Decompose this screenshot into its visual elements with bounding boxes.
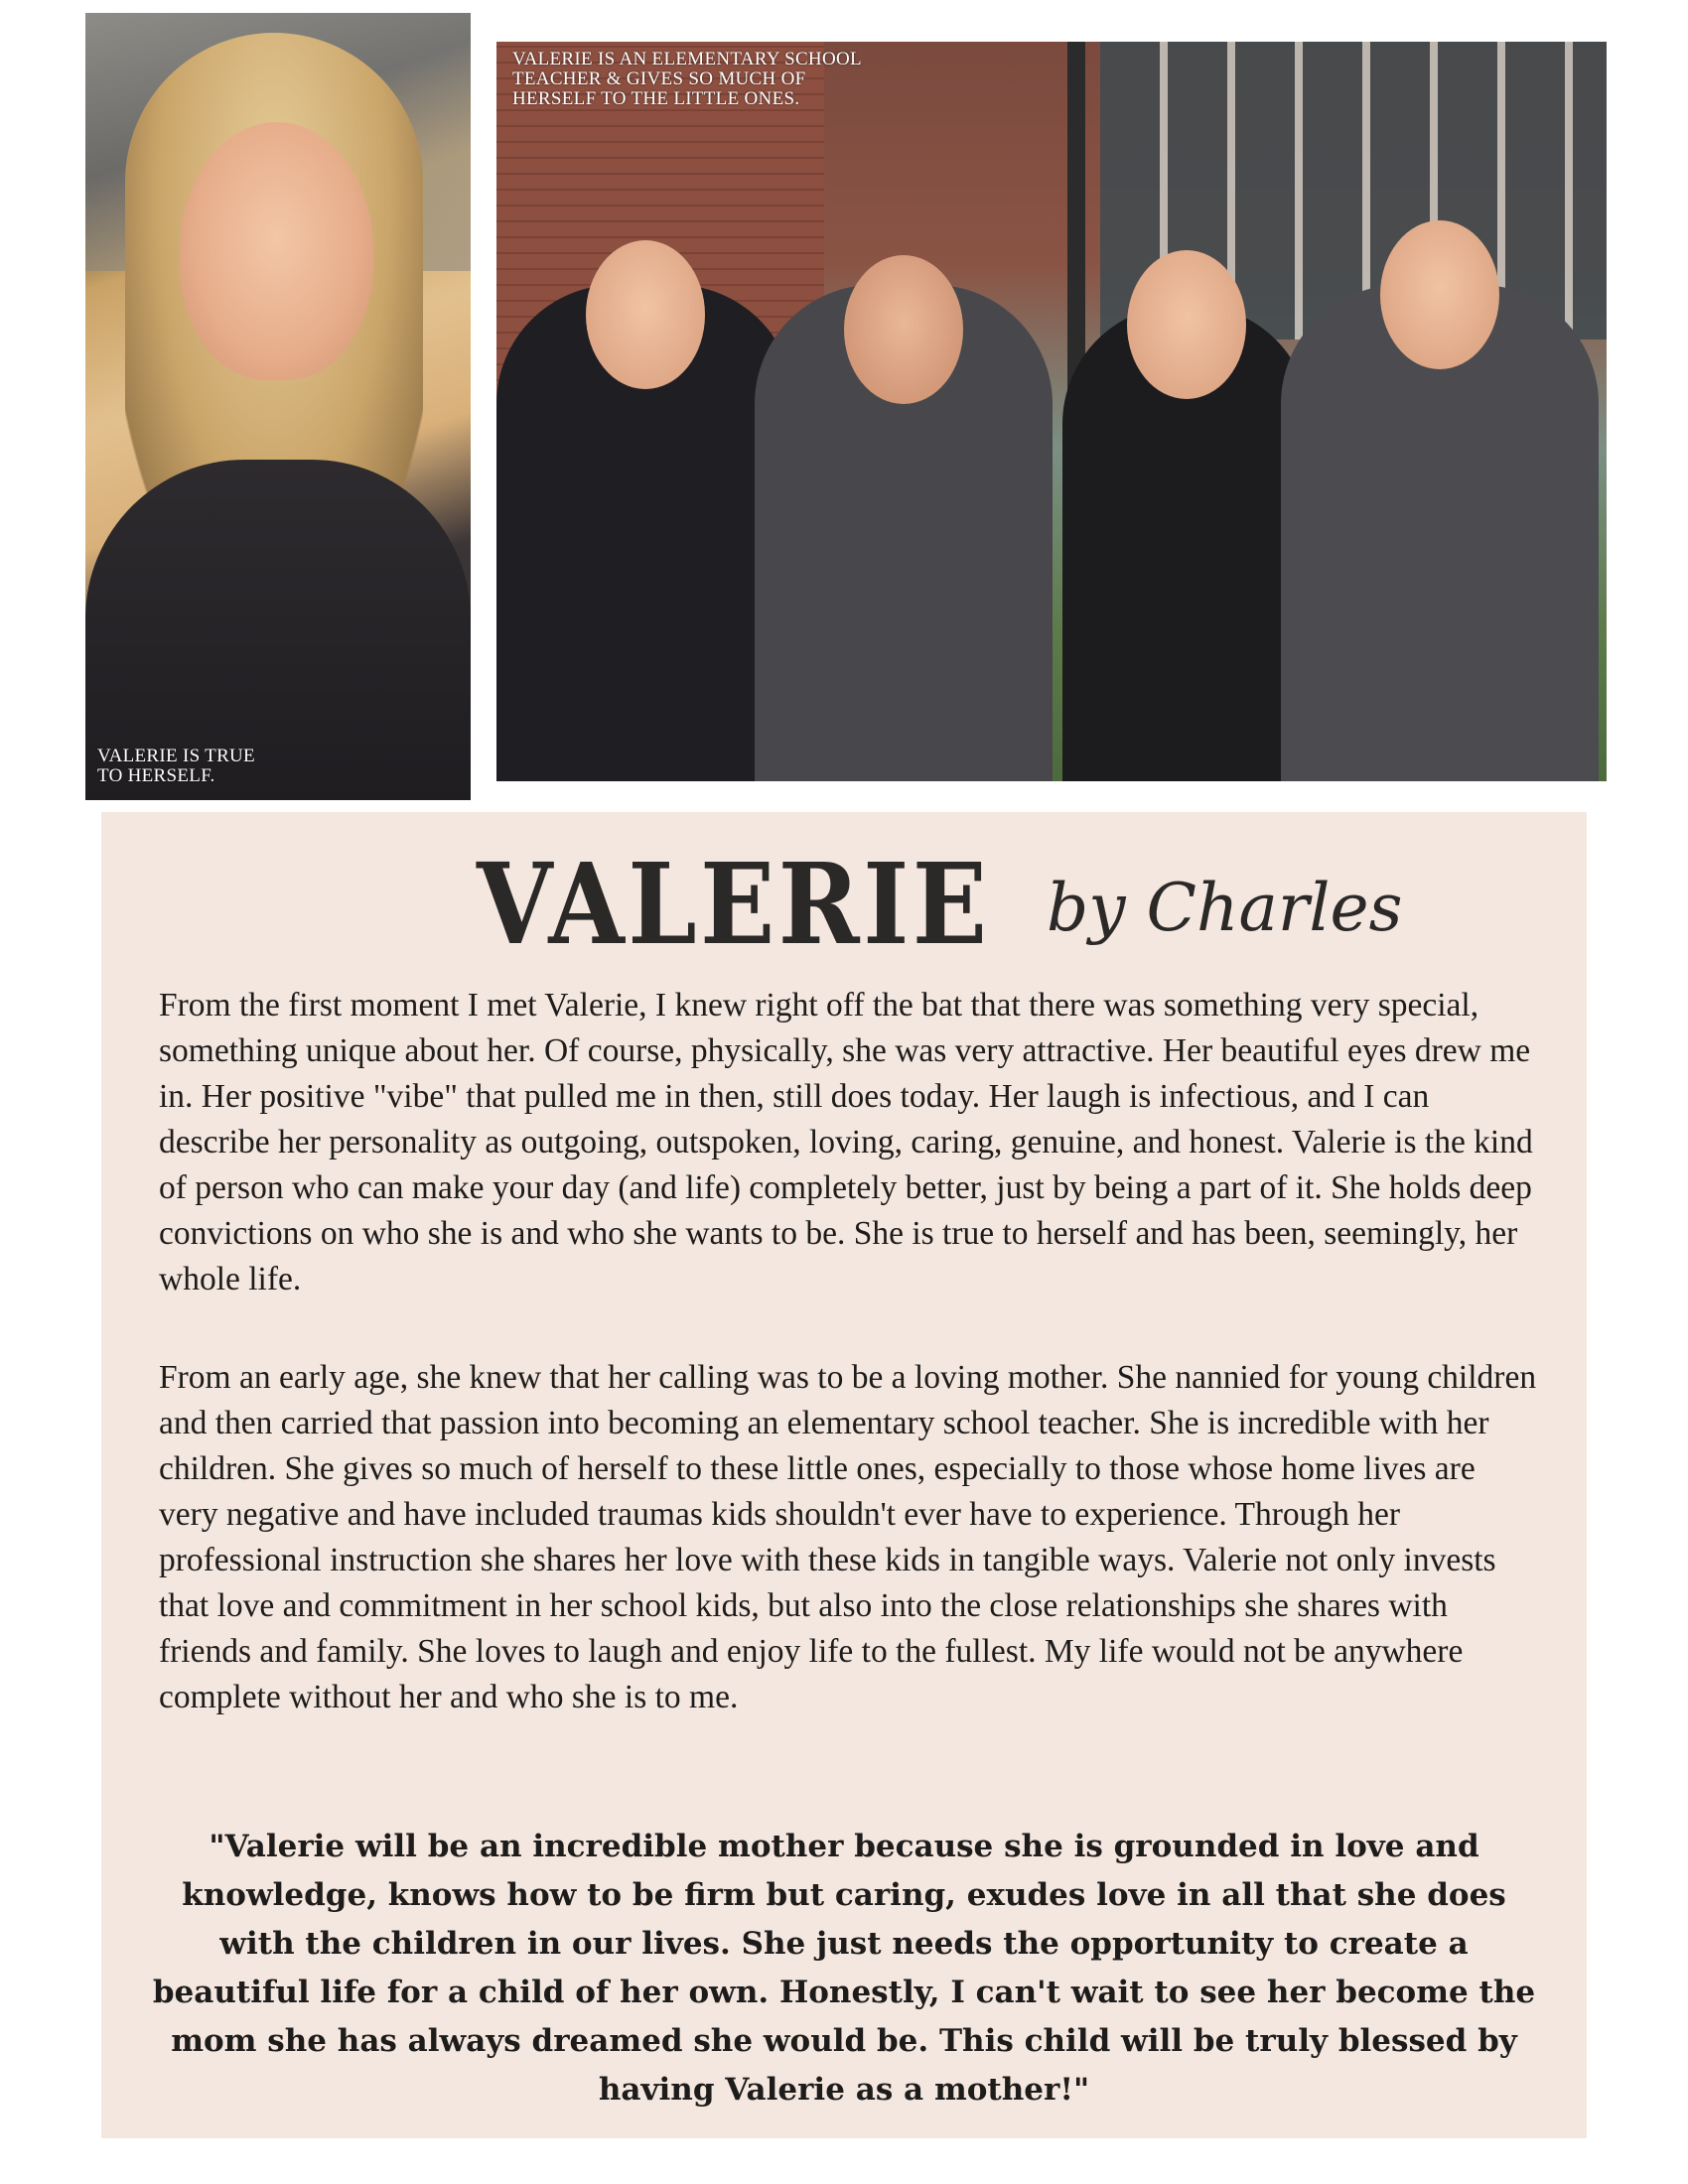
group-photo (496, 42, 1607, 781)
photo-person-4 (1281, 126, 1599, 781)
body-paragraph-1: From the first moment I met Valerie, I knew right off the bat that there was something very special, something unique about her. Of course, physically, she was very attractive. Her beautiful eyes drew me in. Her positive "vibe" that pulled me in then, still does today. Her laugh is infectious, and I can describe her personality as outgoing, outspoken, loving, caring, genuine, and honest. Valerie is the kind of person who can make your day (and life) completely better, just by being a part of it. She holds deep convictions on who she is and who she wants to be. She is true to herself and has been, seemingly, her whole life. (159, 987, 1533, 1297)
story-panel (101, 812, 1587, 2138)
photo-person-3 (1062, 146, 1311, 781)
body-paragraph-2: From an early age, she knew that her calling was to be a loving mother. She nannied for young children and then carried that passion into becoming an elementary school teacher. She is incredible with her children. She gives so much of herself to these little ones, especially to those whose home lives are very negative and have included traumas kids shouldn't ever have to experience. Through her professional instruction she shares her love with these kids in tangible ways. Valerie not only invests that love and commitment in her school kids, but also into the close relationships she shares with friends and family. She loves to laugh and enjoy life to the fullest. My life would not be anywhere complete without her and who she is to me. (159, 1359, 1537, 1715)
photo-person-2 (755, 146, 1053, 781)
portrait-photo (85, 13, 471, 800)
group-photo-caption: VALERIE IS AN ELEMENTARY SCHOOL TEACHER & GIVES SO MUCH OF HERSELF TO THE LITTLE ONES. (512, 49, 862, 109)
pull-quote: "Valerie will be an incredible mother because she is grounded in love and knowledge, knows how to be firm but caring, exudes love in all that she does with the children in our lives. She just needs the opportunity to create a beautiful life for a child of her own. Honestly, I can't wait to see her become the mom she has always dreamed she would be. This child will be truly blessed by having Valerie as a mother!" (152, 1829, 1536, 2108)
portrait-caption: VALERIE IS TRUE TO HERSELF. (97, 746, 255, 786)
photo-face (180, 122, 373, 380)
page-title: VALERIE (477, 840, 991, 970)
title-byline: by Charles (1047, 870, 1403, 946)
photo-person-1 (496, 146, 794, 781)
title-row (101, 832, 1587, 981)
